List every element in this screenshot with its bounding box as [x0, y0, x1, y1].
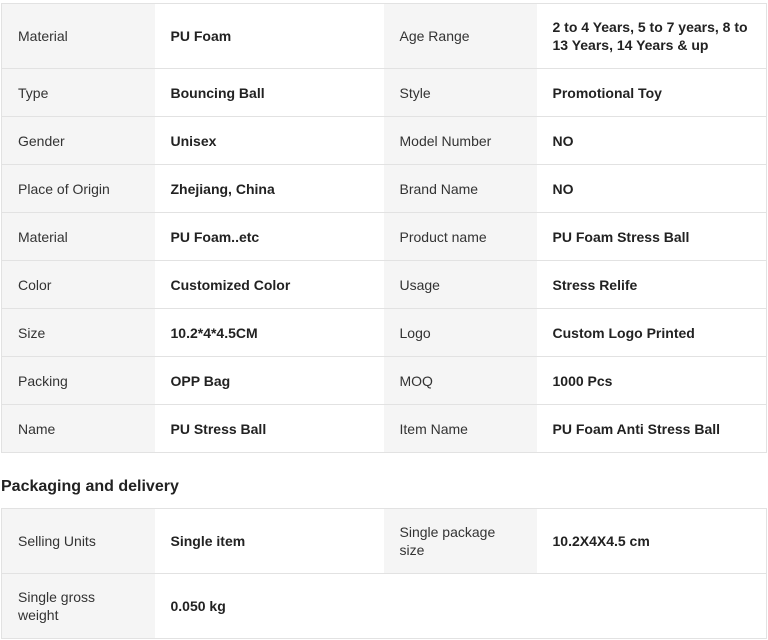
- attribute-key: Model Number: [384, 117, 537, 165]
- empty-cell: [537, 574, 767, 639]
- attribute-value: PU Foam..etc: [155, 213, 384, 261]
- attribute-value: PU Stress Ball: [155, 405, 384, 453]
- attribute-value: Custom Logo Printed: [537, 309, 767, 357]
- packaging-table: [1, 508, 767, 639]
- attribute-key: Type: [2, 69, 155, 117]
- attribute-value: Customized Color: [155, 261, 384, 309]
- attribute-value: PU Foam: [155, 4, 384, 69]
- attribute-value: Single item: [155, 509, 384, 574]
- attribute-value: 10.2*4*4.5CM: [155, 309, 384, 357]
- empty-cell: [384, 574, 537, 639]
- attribute-key: Logo: [384, 309, 537, 357]
- attribute-value: Stress Relife: [537, 261, 767, 309]
- attribute-key: Material: [2, 4, 155, 69]
- table-row: [2, 405, 767, 453]
- attribute-value: Bouncing Ball: [155, 69, 384, 117]
- table-row: [2, 213, 767, 261]
- table-row: [2, 69, 767, 117]
- table-row: [2, 4, 767, 69]
- attributes-table: [1, 3, 767, 453]
- attribute-key: Material: [2, 213, 155, 261]
- attribute-key: Usage: [384, 261, 537, 309]
- attribute-key: Style: [384, 69, 537, 117]
- attribute-value: 1000 Pcs: [537, 357, 767, 405]
- attribute-key: Packing: [2, 357, 155, 405]
- attribute-value: Promotional Toy: [537, 69, 767, 117]
- table-row: [2, 165, 767, 213]
- attribute-key: Product name: [384, 213, 537, 261]
- table-row: [2, 261, 767, 309]
- attribute-value: Unisex: [155, 117, 384, 165]
- attribute-value: 10.2X4X4.5 cm: [537, 509, 767, 574]
- section-title: Packaging and delivery: [1, 478, 179, 495]
- attribute-value: NO: [537, 117, 767, 165]
- attribute-key: Single package size: [384, 509, 537, 574]
- attribute-value: 2 to 4 Years, 5 to 7 years, 8 to 13 Years, 14 Years & up: [537, 4, 767, 69]
- attribute-key: Single gross weight: [2, 574, 155, 639]
- attribute-value: PU Foam Stress Ball: [537, 213, 767, 261]
- attribute-key: Gender: [2, 117, 155, 165]
- attribute-key: Item Name: [384, 405, 537, 453]
- attribute-value: NO: [537, 165, 767, 213]
- attribute-value: 0.050 kg: [155, 574, 384, 639]
- table-row: [2, 509, 767, 574]
- table-row: [2, 117, 767, 165]
- attribute-key: Selling Units: [2, 509, 155, 574]
- attribute-value: PU Foam Anti Stress Ball: [537, 405, 767, 453]
- table-row: [2, 309, 767, 357]
- attribute-key: Size: [2, 309, 155, 357]
- table-row: [2, 357, 767, 405]
- attribute-value: OPP Bag: [155, 357, 384, 405]
- attribute-key: MOQ: [384, 357, 537, 405]
- attribute-value: Zhejiang, China: [155, 165, 384, 213]
- attribute-key: Age Range: [384, 4, 537, 69]
- attribute-key: Place of Origin: [2, 165, 155, 213]
- attribute-key: Color: [2, 261, 155, 309]
- attribute-key: Brand Name: [384, 165, 537, 213]
- attribute-key: Name: [2, 405, 155, 453]
- table-row: [2, 574, 767, 639]
